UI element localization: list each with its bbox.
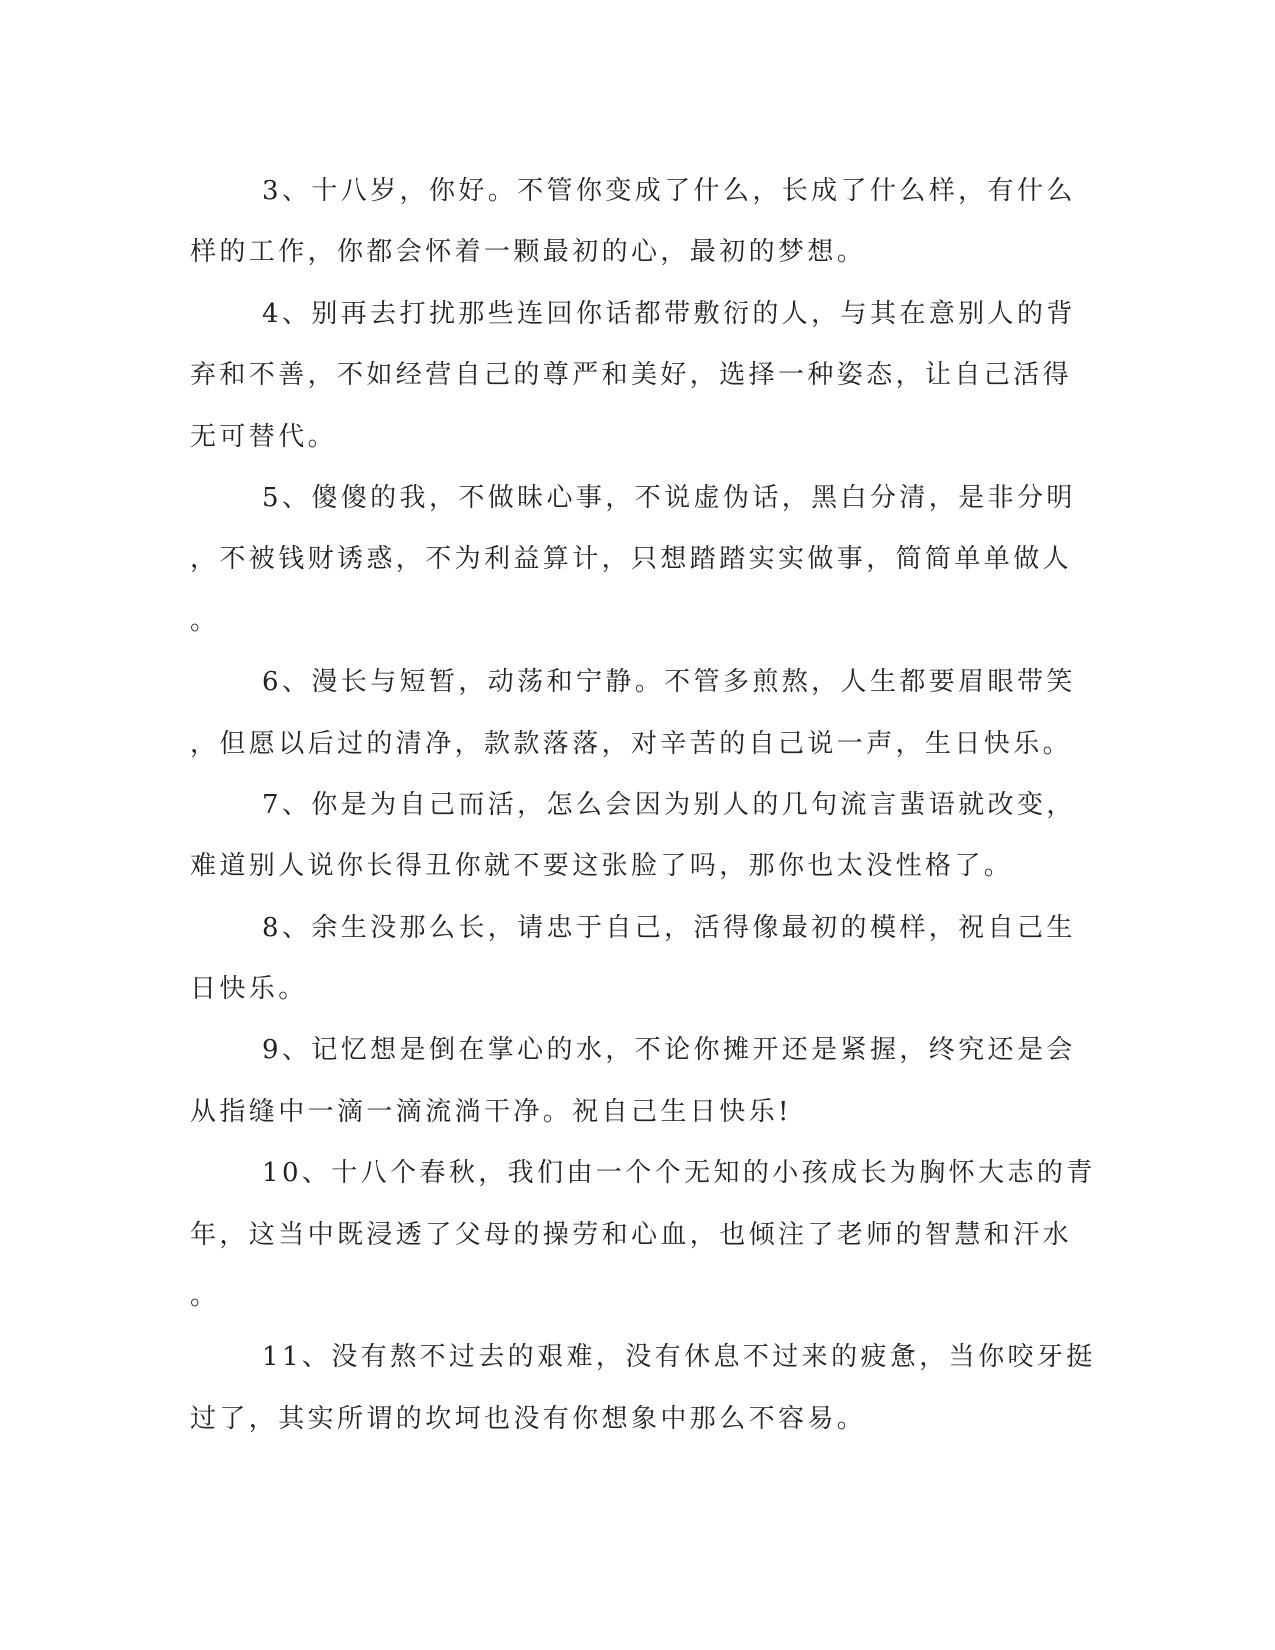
paragraph-line: 10、十八个春秋，我们由一个个无知的小孩成长为胸怀大志的青 bbox=[262, 1158, 1096, 1189]
paragraph-line: 难道别人说你长得丑你就不要这张脸了吗，那你也太没性格了。 bbox=[190, 851, 1014, 882]
paragraph-line: 7、你是为自己而活，怎么会因为别人的几句流言蜚语就改变， bbox=[262, 789, 1076, 820]
paragraph-7 bbox=[190, 775, 1076, 898]
paragraph-line: 从指缝中一滴一滴流淌干净。祝自己生日快乐! bbox=[190, 1096, 792, 1127]
paragraph-line: 8、余生没那么长，请忠于自己，活得像最初的模样，祝自己生 bbox=[262, 912, 1076, 943]
paragraph-line: 5、傻傻的我，不做昧心事，不说虚伪话，黑白分清，是非分明 bbox=[262, 482, 1076, 513]
paragraph-3 bbox=[190, 161, 1076, 284]
paragraph-10 bbox=[190, 1143, 1096, 1327]
paragraph-line: 6、漫长与短暂，动荡和宁静。不管多煎熬，人生都要眉眼带笑 bbox=[262, 667, 1076, 698]
paragraph-line: 。 bbox=[190, 1281, 220, 1312]
paragraph-line: 3、十八岁，你好。不管你变成了什么，长成了什么样，有什么 bbox=[262, 176, 1076, 206]
paragraph-9 bbox=[190, 1020, 1076, 1143]
paragraph-line: 11、没有熬不过去的艰难，没有休息不过来的疲惫，当你咬牙挺 bbox=[262, 1342, 1096, 1373]
paragraph-8 bbox=[190, 898, 1076, 1021]
document-body bbox=[190, 161, 1096, 1450]
paragraph-line: 样的工作，你都会怀着一颗最初的心，最初的梦想。 bbox=[190, 237, 867, 268]
paragraph-11 bbox=[190, 1327, 1096, 1450]
paragraph-6 bbox=[190, 652, 1076, 775]
paragraph-line: 弃和不善，不如经营自己的尊严和美好，选择一种姿态，让自己活得 bbox=[190, 360, 1073, 391]
paragraph-line: 日快乐。 bbox=[190, 974, 308, 1005]
paragraph-line: 过了，其实所谓的坎坷也没有你想象中那么不容易。 bbox=[190, 1403, 867, 1434]
paragraph-line: ，但愿以后过的清净，款款落落，对辛苦的自己说一声，生日快乐。 bbox=[190, 728, 1073, 759]
paragraph-5 bbox=[190, 468, 1076, 652]
paragraph-line: 。 bbox=[190, 605, 220, 636]
paragraph-4 bbox=[190, 284, 1076, 468]
paragraph-line: 9、记忆想是倒在掌心的水，不论你摊开还是紧握，终究还是会 bbox=[262, 1035, 1076, 1066]
paragraph-line: 无可替代。 bbox=[190, 421, 338, 452]
paragraph-line: 年，这当中既浸透了父母的操劳和心血，也倾注了老师的智慧和汗水 bbox=[190, 1219, 1073, 1250]
paragraph-line: 4、别再去打扰那些连回你话都带敷衍的人，与其在意别人的背 bbox=[262, 298, 1076, 329]
paragraph-line: ，不被钱财诱惑，不为利益算计，只想踏踏实实做事，简简单单做人 bbox=[190, 544, 1073, 575]
